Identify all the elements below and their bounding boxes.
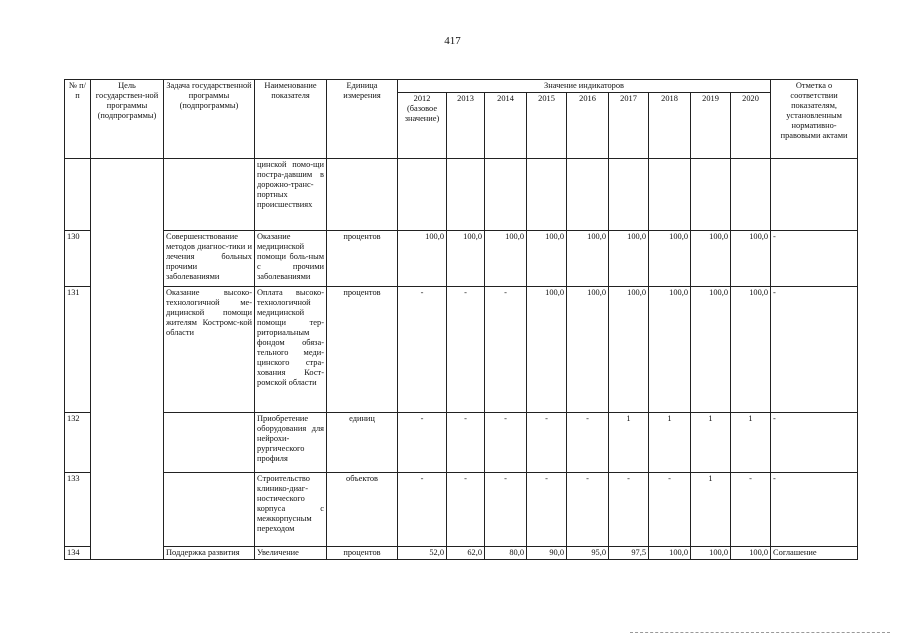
table-row <box>65 231 858 287</box>
cell-value: 100,0 <box>649 231 691 287</box>
cell-value: 100,0 <box>609 231 649 287</box>
cell-value <box>649 159 691 231</box>
cell-value <box>447 159 485 231</box>
cell-value: - <box>609 473 649 547</box>
cell-value: - <box>398 473 447 547</box>
header-year: 2018 <box>649 93 691 159</box>
header-num: № п/п <box>65 80 91 159</box>
cell-value: 100,0 <box>485 231 527 287</box>
cell-value: - <box>447 413 485 473</box>
cell-value: - <box>398 287 447 413</box>
cell-value: - <box>567 413 609 473</box>
cell-value: 100,0 <box>447 231 485 287</box>
cell-value: 1 <box>649 413 691 473</box>
cell-value: 62,0 <box>447 547 485 560</box>
header-row-1 <box>65 80 858 93</box>
cell-note: - <box>771 231 858 287</box>
header-year: 2012 (базовое значение) <box>398 93 447 159</box>
cell-unit: единиц <box>327 413 398 473</box>
cell-indicator: Увеличение <box>255 547 327 560</box>
cell-task <box>164 413 255 473</box>
cell-value: 100,0 <box>649 287 691 413</box>
indicators-table <box>64 79 858 560</box>
cell-value: 52,0 <box>398 547 447 560</box>
cell-value: 100,0 <box>527 287 567 413</box>
header-year: 2020 <box>731 93 771 159</box>
header-note: Отметка о соответствии показателям, установленным нормативно-правовыми актами <box>771 80 858 159</box>
cell-goal <box>91 159 164 560</box>
cell-value <box>527 159 567 231</box>
cell-num: 131 <box>65 287 91 413</box>
cell-value: 80,0 <box>485 547 527 560</box>
cell-task: Поддержка развития <box>164 547 255 560</box>
cell-value <box>398 159 447 231</box>
cell-unit <box>327 159 398 231</box>
cell-value: 100,0 <box>691 547 731 560</box>
cell-value: 1 <box>691 413 731 473</box>
cell-value: 100,0 <box>731 287 771 413</box>
cell-value: - <box>485 473 527 547</box>
header-task: Задача государственной программы (подпрограммы) <box>164 80 255 159</box>
footer-divider <box>630 632 890 634</box>
cell-unit: процентов <box>327 231 398 287</box>
cell-value: - <box>527 413 567 473</box>
cell-value <box>567 159 609 231</box>
cell-value: 1 <box>609 413 649 473</box>
cell-task: Оказание высоко-технологичной ме-дицинской помощи жителям Костромс-кой области <box>164 287 255 413</box>
cell-value: 100,0 <box>567 287 609 413</box>
cell-indicator: цинской помо-щи постра-давшим в дорожно-транс-портных происшествиях <box>255 159 327 231</box>
header-goal: Цель государствен-ной программы (подпрограммы) <box>91 80 164 159</box>
cell-value: - <box>485 287 527 413</box>
cell-num <box>65 159 91 231</box>
table-row <box>65 473 858 547</box>
header-year: 2017 <box>609 93 649 159</box>
cell-value: 97,5 <box>609 547 649 560</box>
cell-indicator: Оплата высоко-технологичной медицинской помощи тер-риториальным фондом обяза-тельного меди-цинского стра-хования Кост-ромской области <box>255 287 327 413</box>
cell-value: 95,0 <box>567 547 609 560</box>
cell-indicator: Приобретение оборудования для нейрохи-рургического профиля <box>255 413 327 473</box>
cell-value: 100,0 <box>398 231 447 287</box>
cell-num: 133 <box>65 473 91 547</box>
page-number: 417 <box>444 35 461 47</box>
header-values-group: Значение индикаторов <box>398 80 771 93</box>
cell-note: - <box>771 287 858 413</box>
cell-note: Соглашение <box>771 547 858 560</box>
cell-value: 100,0 <box>649 547 691 560</box>
cell-indicator: Строительство клинико-диаг-ностического корпуса с межкорпусным переходом <box>255 473 327 547</box>
cell-value: - <box>398 413 447 473</box>
cell-num: 130 <box>65 231 91 287</box>
header-year: 2013 <box>447 93 485 159</box>
cell-value <box>731 159 771 231</box>
table-row <box>65 547 858 560</box>
cell-value: - <box>447 287 485 413</box>
cell-value: 100,0 <box>731 547 771 560</box>
header-indicator: Наименование показателя <box>255 80 327 159</box>
cell-value <box>485 159 527 231</box>
cell-value: 90,0 <box>527 547 567 560</box>
cell-value: 100,0 <box>691 231 731 287</box>
cell-value: - <box>447 473 485 547</box>
table-row <box>65 413 858 473</box>
cell-value: 1 <box>691 473 731 547</box>
cell-task: Совершенствование методов диагнос-тики и лечения больных прочими заболеваниями <box>164 231 255 287</box>
cell-value <box>609 159 649 231</box>
cell-value <box>691 159 731 231</box>
cell-value: - <box>567 473 609 547</box>
cell-indicator: Оказание медицинской помощи боль-ным с прочими заболеваниями <box>255 231 327 287</box>
cell-num: 134 <box>65 547 91 560</box>
cell-value: - <box>649 473 691 547</box>
cell-value: - <box>485 413 527 473</box>
header-unit: Единица измерения <box>327 80 398 159</box>
cell-task <box>164 473 255 547</box>
cell-value: 100,0 <box>567 231 609 287</box>
header-year: 2019 <box>691 93 731 159</box>
cell-value: 100,0 <box>691 287 731 413</box>
cell-value: 100,0 <box>527 231 567 287</box>
cell-value: - <box>527 473 567 547</box>
cell-task <box>164 159 255 231</box>
cell-note <box>771 159 858 231</box>
header-year: 2015 <box>527 93 567 159</box>
cell-value: 1 <box>731 413 771 473</box>
cell-note: - <box>771 473 858 547</box>
table-row <box>65 287 858 413</box>
header-year: 2014 <box>485 93 527 159</box>
cell-unit: процентов <box>327 287 398 413</box>
header-year: 2016 <box>567 93 609 159</box>
cell-value: - <box>731 473 771 547</box>
cell-num: 132 <box>65 413 91 473</box>
cell-value: 100,0 <box>609 287 649 413</box>
cell-value: 100,0 <box>731 231 771 287</box>
table-row <box>65 159 858 231</box>
cell-unit: процентов <box>327 547 398 560</box>
cell-unit: объектов <box>327 473 398 547</box>
cell-note: - <box>771 413 858 473</box>
